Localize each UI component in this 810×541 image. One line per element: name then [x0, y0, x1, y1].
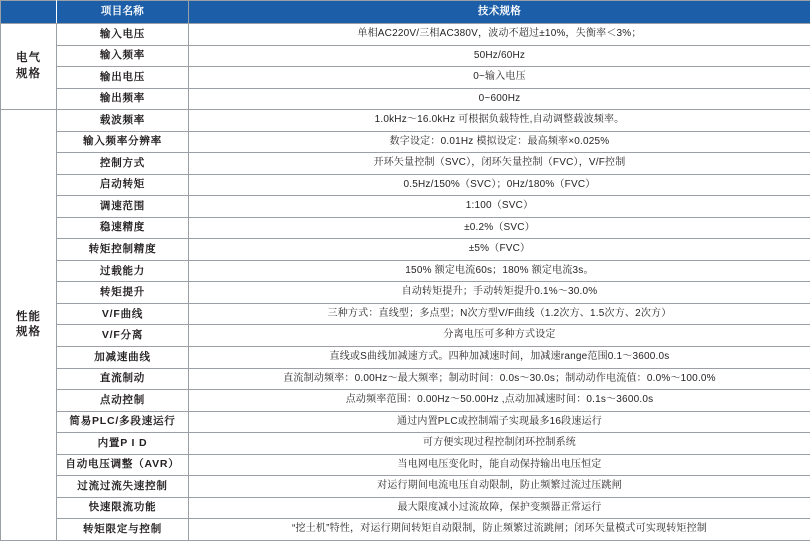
- header-item-name: 项目名称: [57, 1, 189, 24]
- item-name: 简易PLC/多段速运行: [57, 411, 189, 433]
- item-value: 1:100（SVC）: [189, 196, 810, 218]
- item-name: 启动转矩: [57, 174, 189, 196]
- item-value: ±5%（FVC）: [189, 239, 810, 261]
- table-row: [1, 325, 810, 347]
- item-name: 内置P I D: [57, 433, 189, 455]
- item-name: 快速限流功能: [57, 497, 189, 519]
- item-name: 直流制动: [57, 368, 189, 390]
- group-label-line-1: 电气: [16, 52, 41, 65]
- table-row: [1, 217, 810, 239]
- item-value: “挖土机”特性，对运行期间转矩自动限制，防止频繁过流跳闸；闭环矢量模式可实现转矩控制: [189, 519, 810, 541]
- table-row: [1, 519, 810, 541]
- item-value: 50Hz/60Hz: [189, 45, 810, 67]
- table-row: [1, 67, 810, 89]
- item-value: 开环矢量控制（SVC），闭环矢量控制（FVC），V/F控制: [189, 153, 810, 175]
- item-name: 输出频率: [57, 88, 189, 110]
- item-name: 过流过流失速控制: [57, 476, 189, 498]
- table-row: [1, 282, 810, 304]
- table-row: [1, 303, 810, 325]
- item-name: 加减速曲线: [57, 346, 189, 368]
- item-value: 单相AC220V/三相AC380V，波动不超过±10%，失衡率＜3%；: [189, 24, 810, 46]
- table-row: [1, 174, 810, 196]
- item-name: 自动电压调整（AVR）: [57, 454, 189, 476]
- item-name: 载波频率: [57, 110, 189, 132]
- item-value: 通过内置PLC或控制端子实现最多16段速运行: [189, 411, 810, 433]
- item-name: V/F曲线: [57, 303, 189, 325]
- item-value: 自动转矩提升；手动转矩提升0.1%～30.0%: [189, 282, 810, 304]
- item-name: 输入频率: [57, 45, 189, 67]
- table-row: [1, 497, 810, 519]
- table-row: [1, 239, 810, 261]
- group-label-performance: [1, 110, 57, 541]
- item-value: 点动频率范围：0.00Hz～50.00Hz ,点动加减速时间：0.1s～3600.0s: [189, 390, 810, 412]
- item-value: 最大限度减小过流故障，保护变频器正常运行: [189, 497, 810, 519]
- table-row: [1, 131, 810, 153]
- item-value: 0.5Hz/150%（SVC）；0Hz/180%（FVC）: [189, 174, 810, 196]
- item-value: 1.0kHz～16.0kHz 可根据负载特性,自动调整载波频率。: [189, 110, 810, 132]
- item-value: 当电网电压变化时，能自动保持输出电压恒定: [189, 454, 810, 476]
- item-value: 150% 额定电流60s；180% 额定电流3s。: [189, 260, 810, 282]
- table-body: [1, 24, 810, 541]
- item-value: ±0.2%（SVC）: [189, 217, 810, 239]
- header-row: [1, 1, 810, 24]
- item-name: 点动控制: [57, 390, 189, 412]
- item-name: 转矩控制精度: [57, 239, 189, 261]
- item-name: 调速范围: [57, 196, 189, 218]
- item-name: 输出电压: [57, 67, 189, 89]
- item-name: 控制方式: [57, 153, 189, 175]
- item-name: 转矩限定与控制: [57, 519, 189, 541]
- item-value: 0~600Hz: [189, 88, 810, 110]
- item-name: 输入电压: [57, 24, 189, 46]
- table-row: [1, 45, 810, 67]
- item-value: 直流制动频率：0.00Hz～最大频率；制动时间：0.0s～30.0s；制动动作电流值：0.0%～100.0%: [189, 368, 810, 390]
- table-row: [1, 390, 810, 412]
- table-row: [1, 196, 810, 218]
- table-row: [1, 411, 810, 433]
- table-header: [1, 1, 810, 24]
- item-value: 数字设定：0.01Hz 模拟设定：最高频率×0.025%: [189, 131, 810, 153]
- item-value: 分离电压可多种方式设定: [189, 325, 810, 347]
- item-value: 可方便实现过程控制闭环控制系统: [189, 433, 810, 455]
- table-row: [1, 260, 810, 282]
- table-row: [1, 476, 810, 498]
- table-row: [1, 24, 810, 46]
- table-row: [1, 454, 810, 476]
- header-group-blank: [1, 1, 57, 24]
- table-row: [1, 88, 810, 110]
- table-row: [1, 433, 810, 455]
- item-name: 输入频率分辨率: [57, 131, 189, 153]
- table-row: [1, 110, 810, 132]
- group-label-line-2: 规格: [16, 67, 41, 80]
- item-name: 过载能力: [57, 260, 189, 282]
- group-label-line-1: 性能: [16, 310, 41, 323]
- item-name: V/F分离: [57, 325, 189, 347]
- header-technical-spec: 技术规格: [189, 1, 810, 24]
- item-value: 三种方式：直线型；多点型；N次方型V/F曲线（1.2次方、1.5次方、2次方）: [189, 303, 810, 325]
- table-row: [1, 368, 810, 390]
- group-label-electrical: [1, 24, 57, 110]
- table-row: [1, 153, 810, 175]
- item-value: 0~输入电压: [189, 67, 810, 89]
- item-name: 转矩提升: [57, 282, 189, 304]
- group-label-line-2: 规格: [16, 326, 41, 339]
- item-value: 直线或S曲线加减速方式。四种加减速时间，加减速range范围0.1～3600.0s: [189, 346, 810, 368]
- item-value: 对运行期间电流电压自动限制，防止频繁过流过压跳闸: [189, 476, 810, 498]
- item-name: 稳速精度: [57, 217, 189, 239]
- table-row: [1, 346, 810, 368]
